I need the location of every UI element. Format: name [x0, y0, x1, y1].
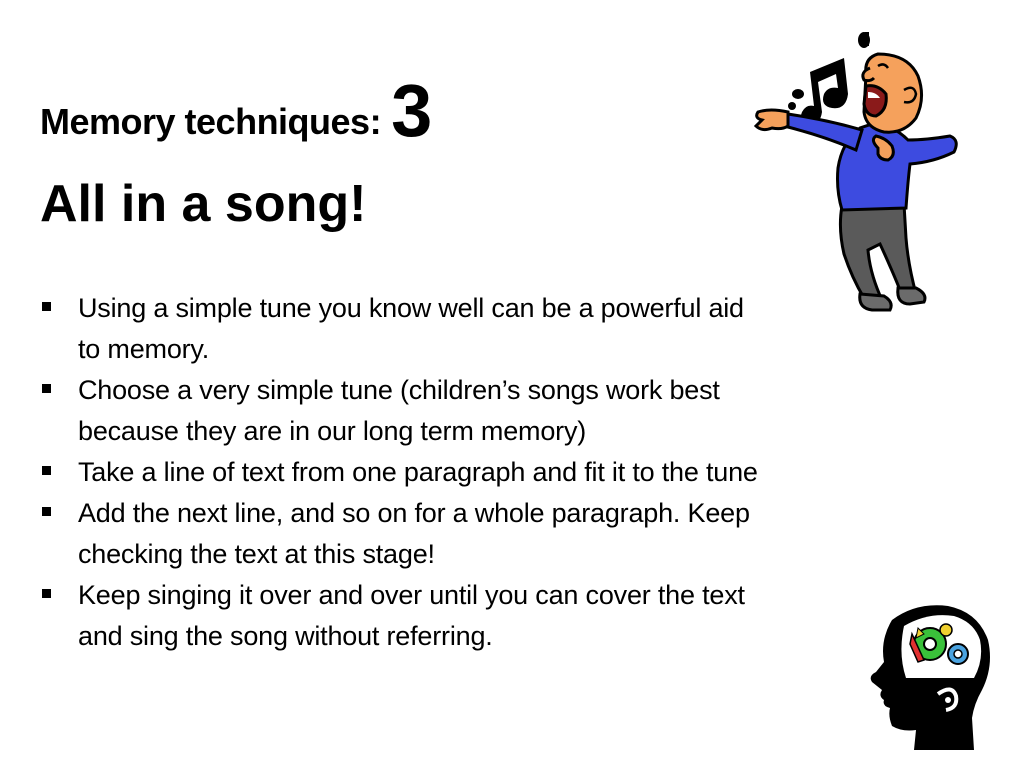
bullet-square-icon [42, 589, 51, 598]
bullet-item [40, 452, 770, 493]
title-prefix: Memory techniques: [40, 101, 382, 142]
title-number: 3 [391, 69, 433, 152]
bullet-square-icon [42, 507, 51, 516]
bullet-text: Using a simple tune you know well can be a powerful aid to memory. [78, 293, 744, 364]
bullet-item [40, 493, 770, 575]
bullet-text: Add the next line, and so on for a whole paragraph. Keep checking the text at this stage! [78, 498, 750, 569]
bullet-item [40, 370, 770, 452]
bullet-square-icon [42, 302, 51, 311]
slide-title [40, 69, 433, 152]
slide-subtitle: All in a song! [40, 175, 367, 233]
bullet-text: Keep singing it over and over until you can cover the text and sing the song without referring. [78, 580, 745, 651]
bullet-list [40, 288, 770, 657]
singing-man-icon [748, 28, 968, 318]
bullet-square-icon [42, 466, 51, 475]
music-notes-icon [788, 32, 870, 124]
bullet-text: Take a line of text from one paragraph and fit it to the tune [78, 457, 758, 487]
bullet-text: Choose a very simple tune (children’s songs work best because they are in our long term memory) [78, 375, 720, 446]
bullet-item [40, 288, 770, 370]
bullet-square-icon [42, 384, 51, 393]
bullet-item [40, 575, 770, 657]
brain-gears-head-icon [862, 600, 992, 752]
